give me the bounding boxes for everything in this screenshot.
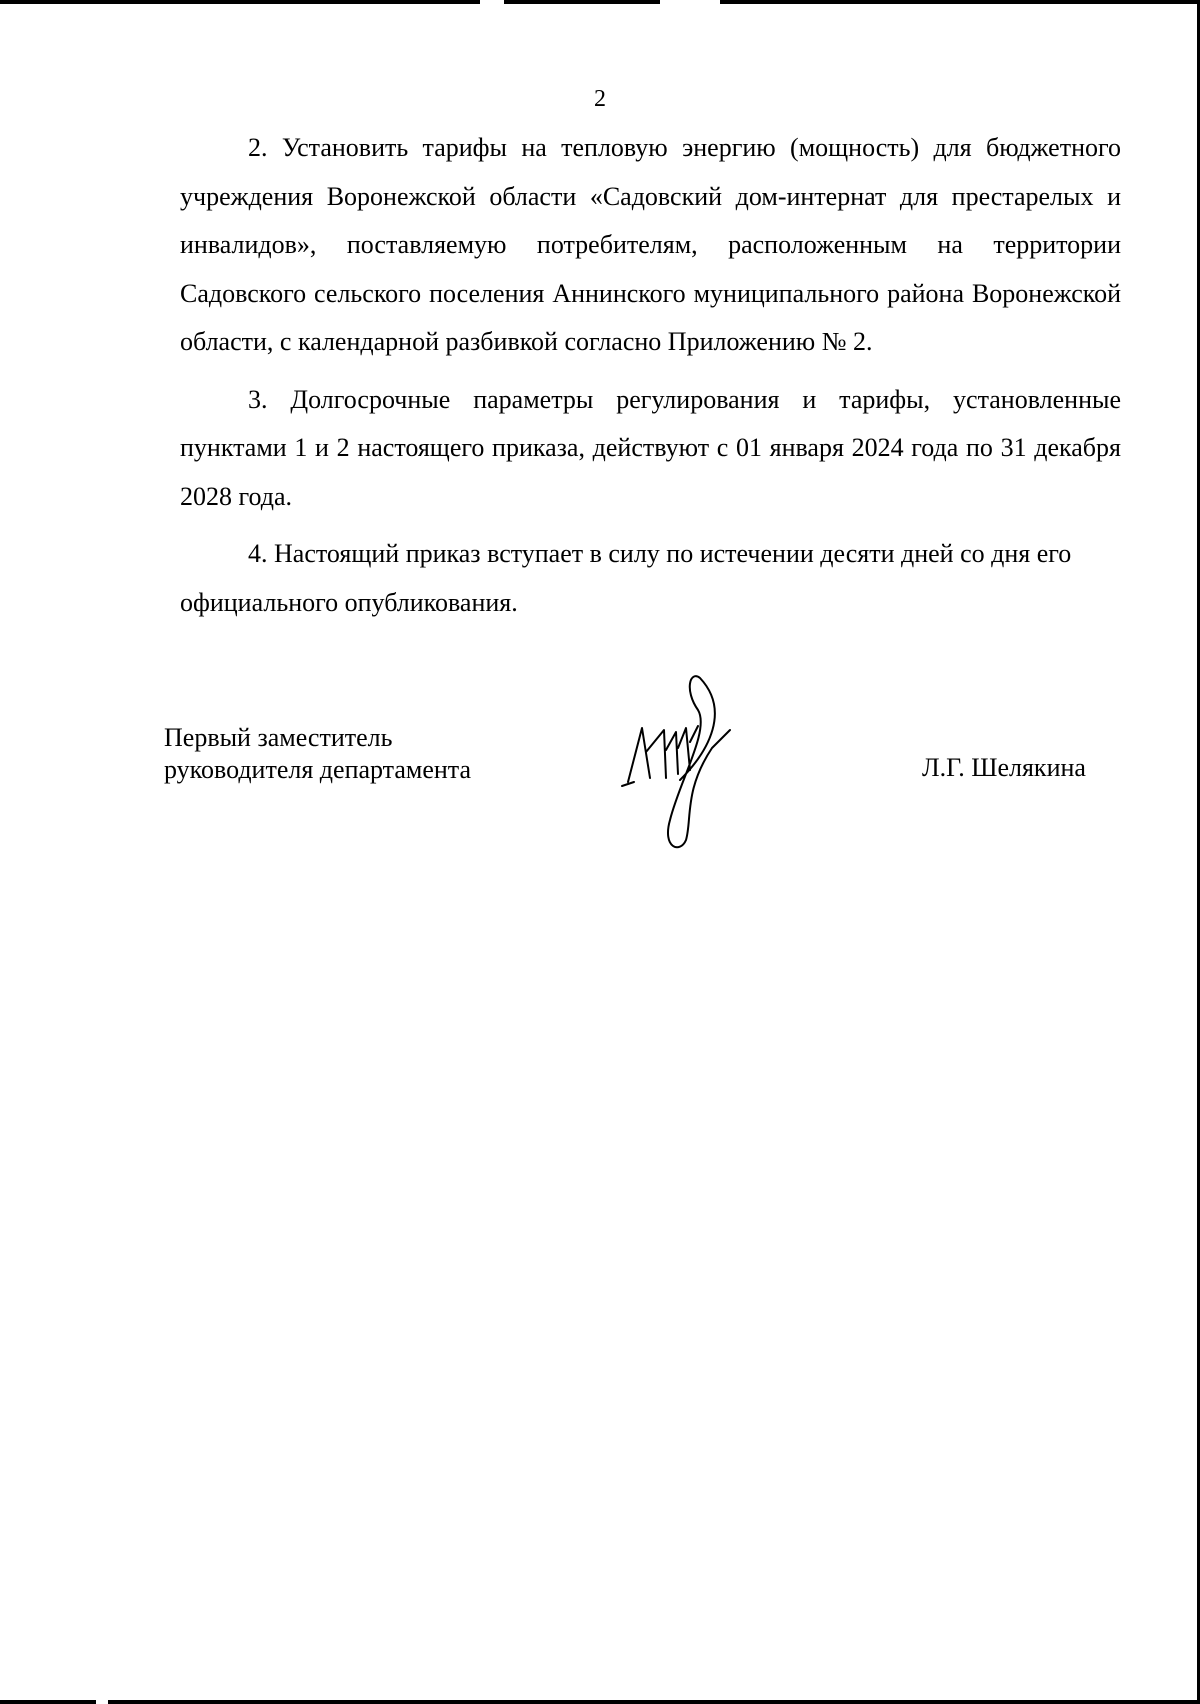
scan-edge-top [0,0,1200,4]
paragraph-entry-into-force: 4. Настоящий приказ вступает в силу по истечении десяти дней со дня его официального опубликования. [180,539,1072,617]
signatory-position-line2: руководителя департамента [164,755,472,784]
signatory-position-line1: Первый заместитель [164,723,393,752]
signatory-name: Л.Г. Шелякина [922,753,1086,782]
paragraph-validity-period: 3. Долгосрочные параметры регулирования и тарифы, установленные пунктами 1 и 2 настоящего приказа, действуют с 01 января 2024 года по 31 декабря 2028 года. [180,384,1121,511]
document-body [180,124,1121,636]
signatory-position [164,722,471,786]
page-number: 2 [594,86,606,112]
handwritten-signature [620,670,770,860]
scan-edge-bottom [0,1700,1200,1704]
paragraph-tariffs: 2. Установить тарифы на тепловую энергию (мощность) для бюджетного учреждения Воронежской области «Садовский дом-интернат для престарелых и инвалидов», поставляемую потребителям, расположенным на территории Садовского сельского поселения Аннинского муниципального района Воронежской области, с календарной разбивкой согласно Приложению № 2. [180,133,1121,356]
